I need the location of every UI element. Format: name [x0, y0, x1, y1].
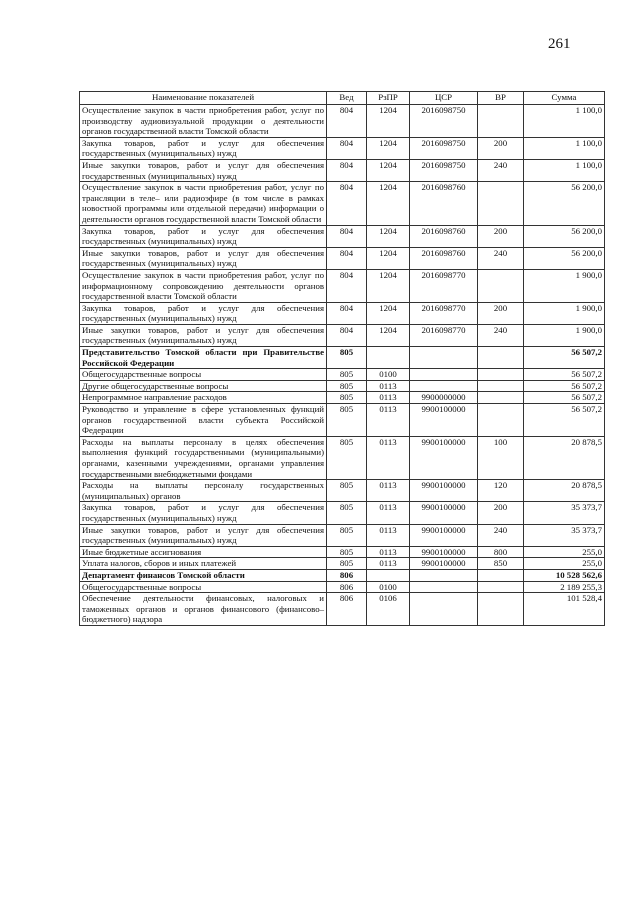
cell-vr: 240 — [478, 524, 524, 546]
cell-vr: 120 — [478, 480, 524, 502]
cell-name: Закупка товаров, работ и услуг для обеспечения государственных (муниципальных) нужд — [80, 137, 327, 159]
cell-vr: 100 — [478, 436, 524, 479]
cell-vr: 240 — [478, 159, 524, 181]
cell-csr — [410, 581, 478, 593]
table-row — [80, 137, 605, 159]
cell-csr: 2016098750 — [410, 159, 478, 181]
page-number: 261 — [548, 36, 571, 52]
cell-vr — [478, 347, 524, 369]
cell-rzpr: 0113 — [367, 558, 410, 570]
table-row — [80, 480, 605, 502]
table-row — [80, 502, 605, 524]
cell-vr — [478, 182, 524, 225]
table-row — [80, 247, 605, 269]
cell-ved: 805 — [327, 380, 367, 392]
cell-csr: 2016098760 — [410, 247, 478, 269]
table-row — [80, 546, 605, 558]
cell-rzpr — [367, 347, 410, 369]
cell-ved: 805 — [327, 347, 367, 369]
table-row — [80, 369, 605, 381]
cell-sum: 101 528,4 — [524, 593, 605, 626]
cell-ved: 805 — [327, 546, 367, 558]
cell-ved: 804 — [327, 269, 367, 302]
table-row — [80, 524, 605, 546]
cell-sum: 56 507,2 — [524, 369, 605, 381]
cell-vr: 200 — [478, 502, 524, 524]
header-name: Наименование показателей — [80, 92, 327, 105]
cell-name: Общегосударственные вопросы — [80, 369, 327, 381]
budget-table — [79, 91, 605, 626]
cell-name: Иные бюджетные ассигнования — [80, 546, 327, 558]
cell-csr: 2016098770 — [410, 324, 478, 346]
header-ved: Вед — [327, 92, 367, 105]
cell-vr — [478, 369, 524, 381]
cell-vr: 200 — [478, 225, 524, 247]
cell-sum: 1 100,0 — [524, 137, 605, 159]
cell-csr: 9900100000 — [410, 436, 478, 479]
cell-sum: 56 200,0 — [524, 247, 605, 269]
cell-name: Другие общегосударственные вопросы — [80, 380, 327, 392]
table-row — [80, 569, 605, 581]
table-row — [80, 105, 605, 138]
cell-name: Иные закупки товаров, работ и услуг для обеспечения государственных (муниципальных) нужд — [80, 247, 327, 269]
header-rzpr: РзПР — [367, 92, 410, 105]
cell-csr: 9900100000 — [410, 502, 478, 524]
cell-name: Уплата налогов, сборов и иных платежей — [80, 558, 327, 570]
cell-sum: 255,0 — [524, 546, 605, 558]
cell-csr: 9900000000 — [410, 392, 478, 404]
cell-csr: 9900100000 — [410, 558, 478, 570]
cell-rzpr: 1204 — [367, 105, 410, 138]
cell-name: Закупка товаров, работ и услуг для обеспечения государственных (муниципальных) нужд — [80, 302, 327, 324]
cell-rzpr: 0113 — [367, 524, 410, 546]
cell-sum: 35 373,7 — [524, 502, 605, 524]
table-row — [80, 436, 605, 479]
cell-sum: 20 878,5 — [524, 436, 605, 479]
cell-rzpr: 1204 — [367, 302, 410, 324]
cell-ved: 804 — [327, 159, 367, 181]
cell-rzpr: 1204 — [367, 247, 410, 269]
cell-csr — [410, 369, 478, 381]
cell-sum: 56 200,0 — [524, 182, 605, 225]
cell-rzpr: 0113 — [367, 480, 410, 502]
cell-sum: 56 200,0 — [524, 225, 605, 247]
cell-ved: 804 — [327, 182, 367, 225]
cell-name: Расходы на выплаты персоналу в целях обеспечения выполнения функций государственными (муниципальными) органами, казенными учреждениями, органами управления государственными внебюджетными фондами — [80, 436, 327, 479]
cell-name: Представительство Томской области при Правительстве Российской Федерации — [80, 347, 327, 369]
cell-csr: 9900100000 — [410, 480, 478, 502]
table-header-row — [80, 92, 605, 105]
cell-vr: 240 — [478, 247, 524, 269]
header-sum: Сумма — [524, 92, 605, 105]
cell-rzpr: 1204 — [367, 182, 410, 225]
cell-rzpr: 0106 — [367, 593, 410, 626]
cell-ved: 804 — [327, 302, 367, 324]
cell-name: Закупка товаров, работ и услуг для обеспечения государственных (муниципальных) нужд — [80, 502, 327, 524]
header-vr: ВР — [478, 92, 524, 105]
cell-sum: 1 900,0 — [524, 324, 605, 346]
cell-csr: 2016098760 — [410, 225, 478, 247]
cell-sum: 1 100,0 — [524, 105, 605, 138]
cell-rzpr: 1204 — [367, 137, 410, 159]
cell-ved: 805 — [327, 502, 367, 524]
cell-rzpr: 0113 — [367, 436, 410, 479]
cell-csr — [410, 569, 478, 581]
cell-sum: 56 507,2 — [524, 347, 605, 369]
cell-name: Иные закупки товаров, работ и услуг для обеспечения государственных (муниципальных) нужд — [80, 324, 327, 346]
cell-csr: 2016098750 — [410, 137, 478, 159]
cell-name: Руководство и управление в сфере установленных функций органов государственной власти субъекта Российской Федерации — [80, 404, 327, 437]
cell-name: Непрограммное направление расходов — [80, 392, 327, 404]
cell-csr: 9900100000 — [410, 546, 478, 558]
cell-ved: 804 — [327, 225, 367, 247]
cell-rzpr: 1204 — [367, 269, 410, 302]
cell-vr — [478, 581, 524, 593]
table-row — [80, 593, 605, 626]
cell-sum: 1 100,0 — [524, 159, 605, 181]
cell-sum: 20 878,5 — [524, 480, 605, 502]
cell-name: Осуществление закупок в части приобретения работ, услуг по производству аудиовизуальной продукции о деятельности органов государственной власти Томской области — [80, 105, 327, 138]
cell-rzpr: 0100 — [367, 369, 410, 381]
table-row — [80, 404, 605, 437]
cell-sum: 56 507,2 — [524, 380, 605, 392]
table-body — [80, 105, 605, 626]
cell-sum: 255,0 — [524, 558, 605, 570]
cell-ved: 805 — [327, 436, 367, 479]
cell-ved: 806 — [327, 569, 367, 581]
table-row — [80, 159, 605, 181]
cell-ved: 804 — [327, 247, 367, 269]
table-row — [80, 225, 605, 247]
cell-vr — [478, 105, 524, 138]
cell-sum: 10 528 562,6 — [524, 569, 605, 581]
cell-vr — [478, 404, 524, 437]
cell-csr: 9900100000 — [410, 404, 478, 437]
cell-vr — [478, 569, 524, 581]
cell-csr: 2016098750 — [410, 105, 478, 138]
cell-rzpr: 0113 — [367, 392, 410, 404]
table-row — [80, 380, 605, 392]
cell-csr — [410, 380, 478, 392]
cell-csr — [410, 593, 478, 626]
cell-sum: 35 373,7 — [524, 524, 605, 546]
cell-name: Закупка товаров, работ и услуг для обеспечения государственных (муниципальных) нужд — [80, 225, 327, 247]
cell-sum: 56 507,2 — [524, 392, 605, 404]
cell-rzpr: 1204 — [367, 324, 410, 346]
cell-vr: 200 — [478, 302, 524, 324]
cell-rzpr: 0113 — [367, 380, 410, 392]
cell-ved: 805 — [327, 524, 367, 546]
cell-ved: 806 — [327, 593, 367, 626]
table-row — [80, 324, 605, 346]
cell-csr: 2016098770 — [410, 269, 478, 302]
cell-csr: 9900100000 — [410, 524, 478, 546]
cell-ved: 805 — [327, 558, 367, 570]
cell-ved: 805 — [327, 369, 367, 381]
cell-csr: 2016098770 — [410, 302, 478, 324]
cell-ved: 804 — [327, 137, 367, 159]
cell-name: Департамент финансов Томской области — [80, 569, 327, 581]
cell-sum: 56 507,2 — [524, 404, 605, 437]
cell-sum: 1 900,0 — [524, 269, 605, 302]
cell-vr — [478, 593, 524, 626]
cell-name: Расходы на выплаты персоналу государственных (муниципальных) органов — [80, 480, 327, 502]
cell-vr: 800 — [478, 546, 524, 558]
table-row — [80, 558, 605, 570]
cell-ved: 804 — [327, 105, 367, 138]
cell-vr — [478, 392, 524, 404]
cell-rzpr: 0100 — [367, 581, 410, 593]
cell-rzpr: 0113 — [367, 502, 410, 524]
cell-vr — [478, 269, 524, 302]
cell-name: Иные закупки товаров, работ и услуг для обеспечения государственных (муниципальных) нужд — [80, 159, 327, 181]
table-row — [80, 347, 605, 369]
cell-name: Иные закупки товаров, работ и услуг для обеспечения государственных (муниципальных) нужд — [80, 524, 327, 546]
cell-name: Общегосударственные вопросы — [80, 581, 327, 593]
table-row — [80, 581, 605, 593]
table-row — [80, 269, 605, 302]
cell-vr — [478, 380, 524, 392]
cell-vr: 200 — [478, 137, 524, 159]
cell-ved: 806 — [327, 581, 367, 593]
cell-rzpr: 0113 — [367, 404, 410, 437]
cell-rzpr: 0113 — [367, 546, 410, 558]
cell-ved: 805 — [327, 392, 367, 404]
cell-rzpr — [367, 569, 410, 581]
cell-rzpr: 1204 — [367, 225, 410, 247]
table-row — [80, 182, 605, 225]
cell-csr: 2016098760 — [410, 182, 478, 225]
cell-sum: 2 189 255,3 — [524, 581, 605, 593]
cell-vr: 240 — [478, 324, 524, 346]
cell-ved: 805 — [327, 404, 367, 437]
cell-sum: 1 900,0 — [524, 302, 605, 324]
table-row — [80, 302, 605, 324]
cell-csr — [410, 347, 478, 369]
cell-ved: 805 — [327, 480, 367, 502]
cell-vr: 850 — [478, 558, 524, 570]
cell-name: Осуществление закупок в части приобретения работ, услуг по информационному сопровождению деятельности органов государственной власти Томской области — [80, 269, 327, 302]
cell-name: Обеспечение деятельности финансовых, налоговых и таможенных органов и органов финансового (финансово–бюджетного) надзора — [80, 593, 327, 626]
cell-rzpr: 1204 — [367, 159, 410, 181]
cell-ved: 804 — [327, 324, 367, 346]
cell-name: Осуществление закупок в части приобретения работ, услуг по трансляции в теле– или радиоэфире (в том числе в рамках новостной программы или отдельной передачи) информации о деятельности органов государственной власти Томской области — [80, 182, 327, 225]
header-csr: ЦСР — [410, 92, 478, 105]
table-row — [80, 392, 605, 404]
